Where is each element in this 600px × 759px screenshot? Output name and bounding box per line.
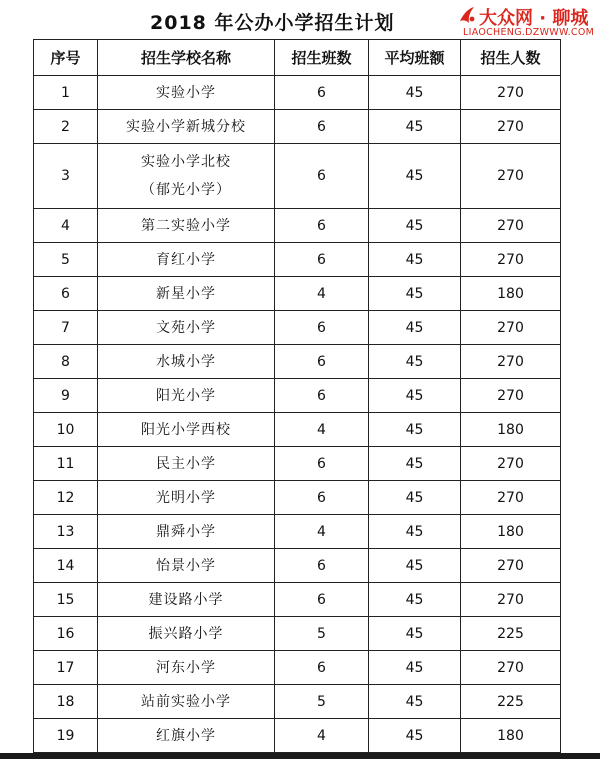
total-enrollment: 270 — [461, 481, 561, 515]
row-number: 7 — [34, 311, 98, 345]
avg-class-size: 45 — [369, 379, 461, 413]
avg-class-size: 45 — [369, 243, 461, 277]
school-name-line: 建设路小学 — [148, 591, 224, 608]
header-classes: 招生班数 — [275, 40, 369, 76]
school-name — [98, 617, 275, 651]
class-count: 6 — [275, 379, 369, 413]
table-row — [34, 413, 561, 447]
table-row — [34, 447, 561, 481]
school-name — [98, 719, 275, 753]
avg-class-size: 45 — [369, 447, 461, 481]
class-count: 6 — [275, 209, 369, 243]
row-number: 15 — [34, 583, 98, 617]
school-name — [98, 583, 275, 617]
row-number: 4 — [34, 209, 98, 243]
row-number: 5 — [34, 243, 98, 277]
site-watermark — [457, 4, 597, 44]
class-count: 4 — [275, 413, 369, 447]
table-row — [34, 583, 561, 617]
table-row — [34, 651, 561, 685]
header-avg-class-size: 平均班额 — [369, 40, 461, 76]
class-count: 4 — [275, 719, 369, 753]
avg-class-size: 45 — [369, 583, 461, 617]
avg-class-size: 45 — [369, 515, 461, 549]
table-row — [34, 379, 561, 413]
total-enrollment: 270 — [461, 76, 561, 110]
total-enrollment: 270 — [461, 345, 561, 379]
school-name — [98, 277, 275, 311]
school-name-line: 育红小学 — [156, 251, 216, 268]
school-name-line: 第二实验小学 — [141, 217, 231, 234]
header-no: 序号 — [34, 40, 98, 76]
avg-class-size: 45 — [369, 651, 461, 685]
school-name — [98, 685, 275, 719]
school-name — [98, 345, 275, 379]
school-name-line: 实验小学北校 — [141, 154, 231, 170]
avg-class-size: 45 — [369, 719, 461, 753]
avg-class-size: 45 — [369, 685, 461, 719]
table-row — [34, 515, 561, 549]
total-enrollment: 270 — [461, 144, 561, 209]
class-count: 6 — [275, 651, 369, 685]
watermark-url: LIAOCHENG.DZWWW.COM — [463, 27, 595, 38]
class-count: 4 — [275, 277, 369, 311]
total-enrollment: 270 — [461, 110, 561, 144]
table-row — [34, 481, 561, 515]
school-name — [98, 413, 275, 447]
class-count: 5 — [275, 617, 369, 651]
row-number: 13 — [34, 515, 98, 549]
row-number: 6 — [34, 277, 98, 311]
school-name — [98, 379, 275, 413]
total-enrollment: 180 — [461, 719, 561, 753]
school-name — [98, 651, 275, 685]
row-number: 2 — [34, 110, 98, 144]
row-number: 3 — [34, 144, 98, 209]
table-row — [34, 311, 561, 345]
school-name-line: 振兴路小学 — [148, 625, 224, 642]
class-count: 5 — [275, 685, 369, 719]
school-name — [98, 110, 275, 144]
school-name-line: 文苑小学 — [156, 319, 216, 336]
avg-class-size: 45 — [369, 277, 461, 311]
table-row — [34, 277, 561, 311]
class-count: 6 — [275, 549, 369, 583]
total-enrollment: 180 — [461, 277, 561, 311]
header-school-name: 招生学校名称 — [98, 40, 275, 76]
row-number: 8 — [34, 345, 98, 379]
total-enrollment: 270 — [461, 379, 561, 413]
total-enrollment: 225 — [461, 617, 561, 651]
watermark-brand: 大众网 · 聊城 — [479, 8, 589, 29]
avg-class-size: 45 — [369, 110, 461, 144]
school-name — [98, 549, 275, 583]
class-count: 6 — [275, 481, 369, 515]
class-count: 6 — [275, 583, 369, 617]
school-name-line: 怡景小学 — [156, 557, 216, 574]
total-enrollment: 180 — [461, 515, 561, 549]
avg-class-size: 45 — [369, 549, 461, 583]
school-name-line: （郁光小学） — [141, 182, 231, 198]
dazhong-logo-icon — [457, 5, 477, 25]
row-number: 14 — [34, 549, 98, 583]
school-name-line: 新星小学 — [156, 285, 216, 302]
avg-class-size: 45 — [369, 413, 461, 447]
table-row — [34, 110, 561, 144]
enrollment-table — [33, 39, 561, 753]
class-count: 6 — [275, 243, 369, 277]
total-enrollment: 225 — [461, 685, 561, 719]
row-number: 11 — [34, 447, 98, 481]
school-name-line: 红旗小学 — [156, 727, 216, 744]
row-number: 17 — [34, 651, 98, 685]
table-row — [34, 209, 561, 243]
school-name — [98, 481, 275, 515]
avg-class-size: 45 — [369, 345, 461, 379]
school-name-line: 鼎舜小学 — [156, 523, 216, 540]
total-enrollment: 270 — [461, 583, 561, 617]
row-number: 10 — [34, 413, 98, 447]
class-count: 6 — [275, 447, 369, 481]
total-enrollment: 180 — [461, 413, 561, 447]
school-name — [98, 311, 275, 345]
school-name-line: 河东小学 — [156, 659, 216, 676]
school-name-line: 光明小学 — [156, 489, 216, 506]
school-name — [98, 447, 275, 481]
total-enrollment: 270 — [461, 243, 561, 277]
school-name-line: 民主小学 — [156, 455, 216, 472]
row-number: 16 — [34, 617, 98, 651]
school-name-line: 阳光小学 — [156, 387, 216, 404]
class-count: 4 — [275, 515, 369, 549]
row-number: 12 — [34, 481, 98, 515]
school-name-line: 实验小学 — [156, 84, 216, 101]
table-row — [34, 144, 561, 209]
school-name — [98, 209, 275, 243]
header-total: 招生人数 — [461, 40, 561, 76]
school-name-line: 站前实验小学 — [141, 693, 231, 710]
table-header-row — [34, 40, 561, 76]
school-name — [98, 76, 275, 110]
class-count: 6 — [275, 345, 369, 379]
school-name-line: 实验小学新城分校 — [126, 118, 246, 135]
avg-class-size: 45 — [369, 209, 461, 243]
class-count: 6 — [275, 76, 369, 110]
table-row — [34, 719, 561, 753]
total-enrollment: 270 — [461, 447, 561, 481]
table-row — [34, 345, 561, 379]
avg-class-size: 45 — [369, 617, 461, 651]
school-name-line: 阳光小学西校 — [141, 421, 231, 438]
total-enrollment: 270 — [461, 651, 561, 685]
table-row — [34, 76, 561, 110]
school-name — [98, 144, 275, 209]
total-enrollment: 270 — [461, 209, 561, 243]
school-name-line: 水城小学 — [156, 353, 216, 370]
avg-class-size: 45 — [369, 481, 461, 515]
row-number: 18 — [34, 685, 98, 719]
table-row — [34, 549, 561, 583]
avg-class-size: 45 — [369, 144, 461, 209]
table-row — [34, 685, 561, 719]
school-name — [98, 515, 275, 549]
avg-class-size: 45 — [369, 311, 461, 345]
bottom-edge — [0, 753, 600, 759]
page-title: 2018 年公办小学招生计划 — [150, 12, 395, 34]
total-enrollment: 270 — [461, 549, 561, 583]
class-count: 6 — [275, 110, 369, 144]
class-count: 6 — [275, 311, 369, 345]
row-number: 9 — [34, 379, 98, 413]
class-count: 6 — [275, 144, 369, 209]
school-name — [98, 243, 275, 277]
table-row — [34, 243, 561, 277]
total-enrollment: 270 — [461, 311, 561, 345]
row-number: 1 — [34, 76, 98, 110]
row-number: 19 — [34, 719, 98, 753]
avg-class-size: 45 — [369, 76, 461, 110]
table-row — [34, 617, 561, 651]
